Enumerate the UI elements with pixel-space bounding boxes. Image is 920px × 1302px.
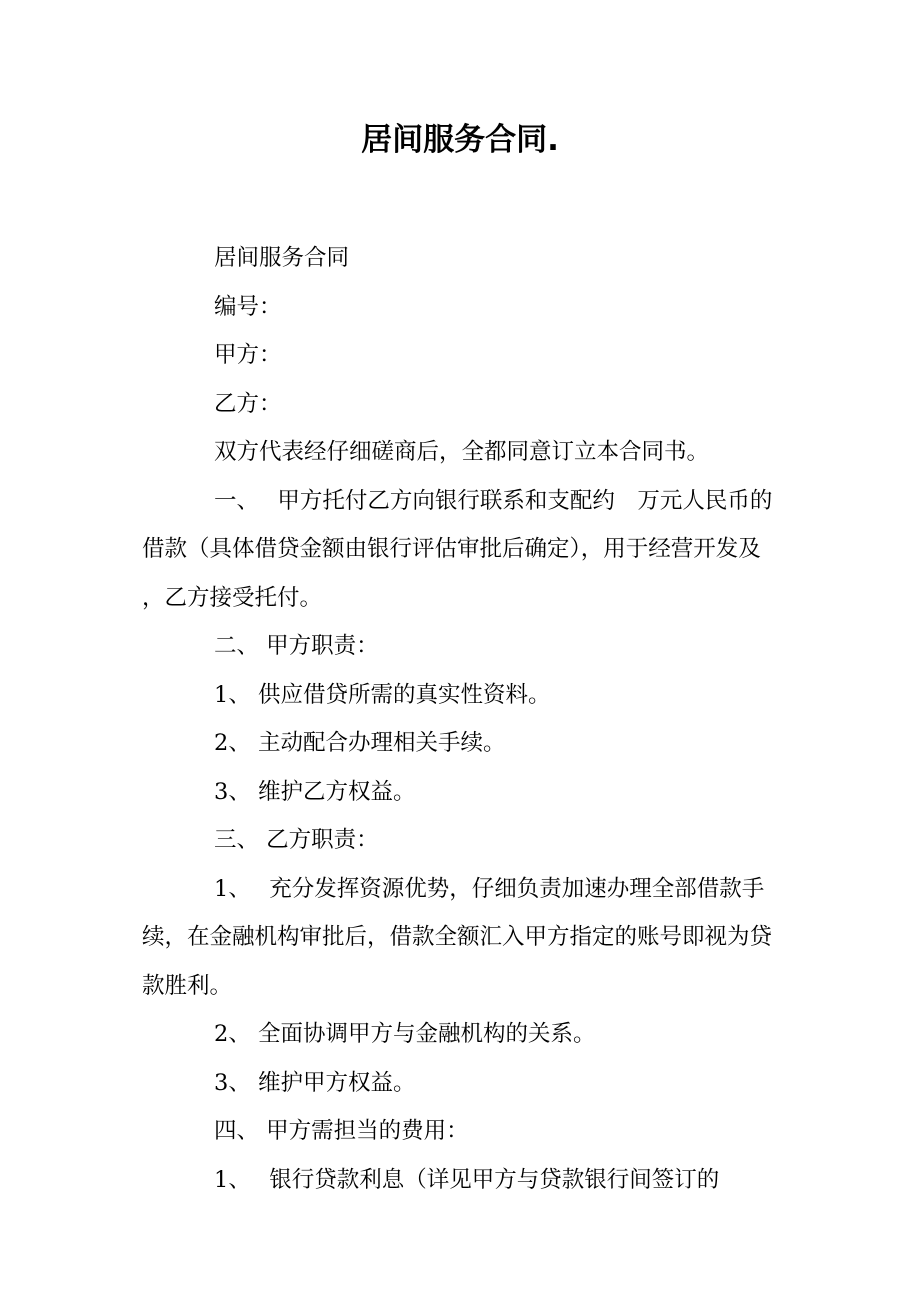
document-body	[142, 234, 784, 1204]
paragraph-fee-1: 1、 银行贷款利息（详见甲方与贷款银行间签订的	[214, 1166, 720, 1193]
paragraph-party-b-duty-2: 2、 全面协调甲方与金融机构的关系。	[214, 1021, 596, 1047]
paragraph-party-a: 甲方：	[214, 342, 282, 368]
paragraph-contract-name: 居间服务合同	[214, 245, 350, 271]
paragraph-party-b: 乙方：	[214, 390, 282, 417]
paragraph-section-two-heading: 二、 甲方职责：	[214, 633, 379, 659]
document-title: 居间服务合同.	[361, 122, 559, 158]
paragraph-party-a-duty-1: 1、 供应借贷所需的真实性资料。	[214, 681, 551, 708]
paragraph-party-b-duty-3: 3、 维护甲方权益。	[214, 1069, 416, 1096]
paragraph-section-three-heading: 三、 乙方职责：	[214, 827, 379, 853]
paragraph-agreement-intro: 双方代表经仔细磋商后，全都同意订立本合同书。	[214, 439, 710, 465]
paragraph-number: 编号：	[214, 293, 282, 320]
paragraph-party-a-duty-3: 3、 维护乙方权益。	[214, 778, 416, 805]
paragraph-party-b-duty-1: 1、 充分发挥资源优势，仔细负责加速办理全部借款手续，在金融机构审批后，借款全额汇入甲方指定的账号即视为贷款胜利。	[142, 875, 773, 999]
paragraph-section-one: 一、 甲方托付乙方向银行联系和支配约 万元人民币的借款（具体借贷金额由银行评估审批后确定），用于经营开发及 ，乙方接受托付。	[142, 487, 773, 611]
paragraph-section-four-heading: 四、 甲方需担当的费用：	[214, 1118, 469, 1144]
paragraph-party-a-duty-2: 2、 主动配合办理相关手续。	[214, 730, 506, 756]
